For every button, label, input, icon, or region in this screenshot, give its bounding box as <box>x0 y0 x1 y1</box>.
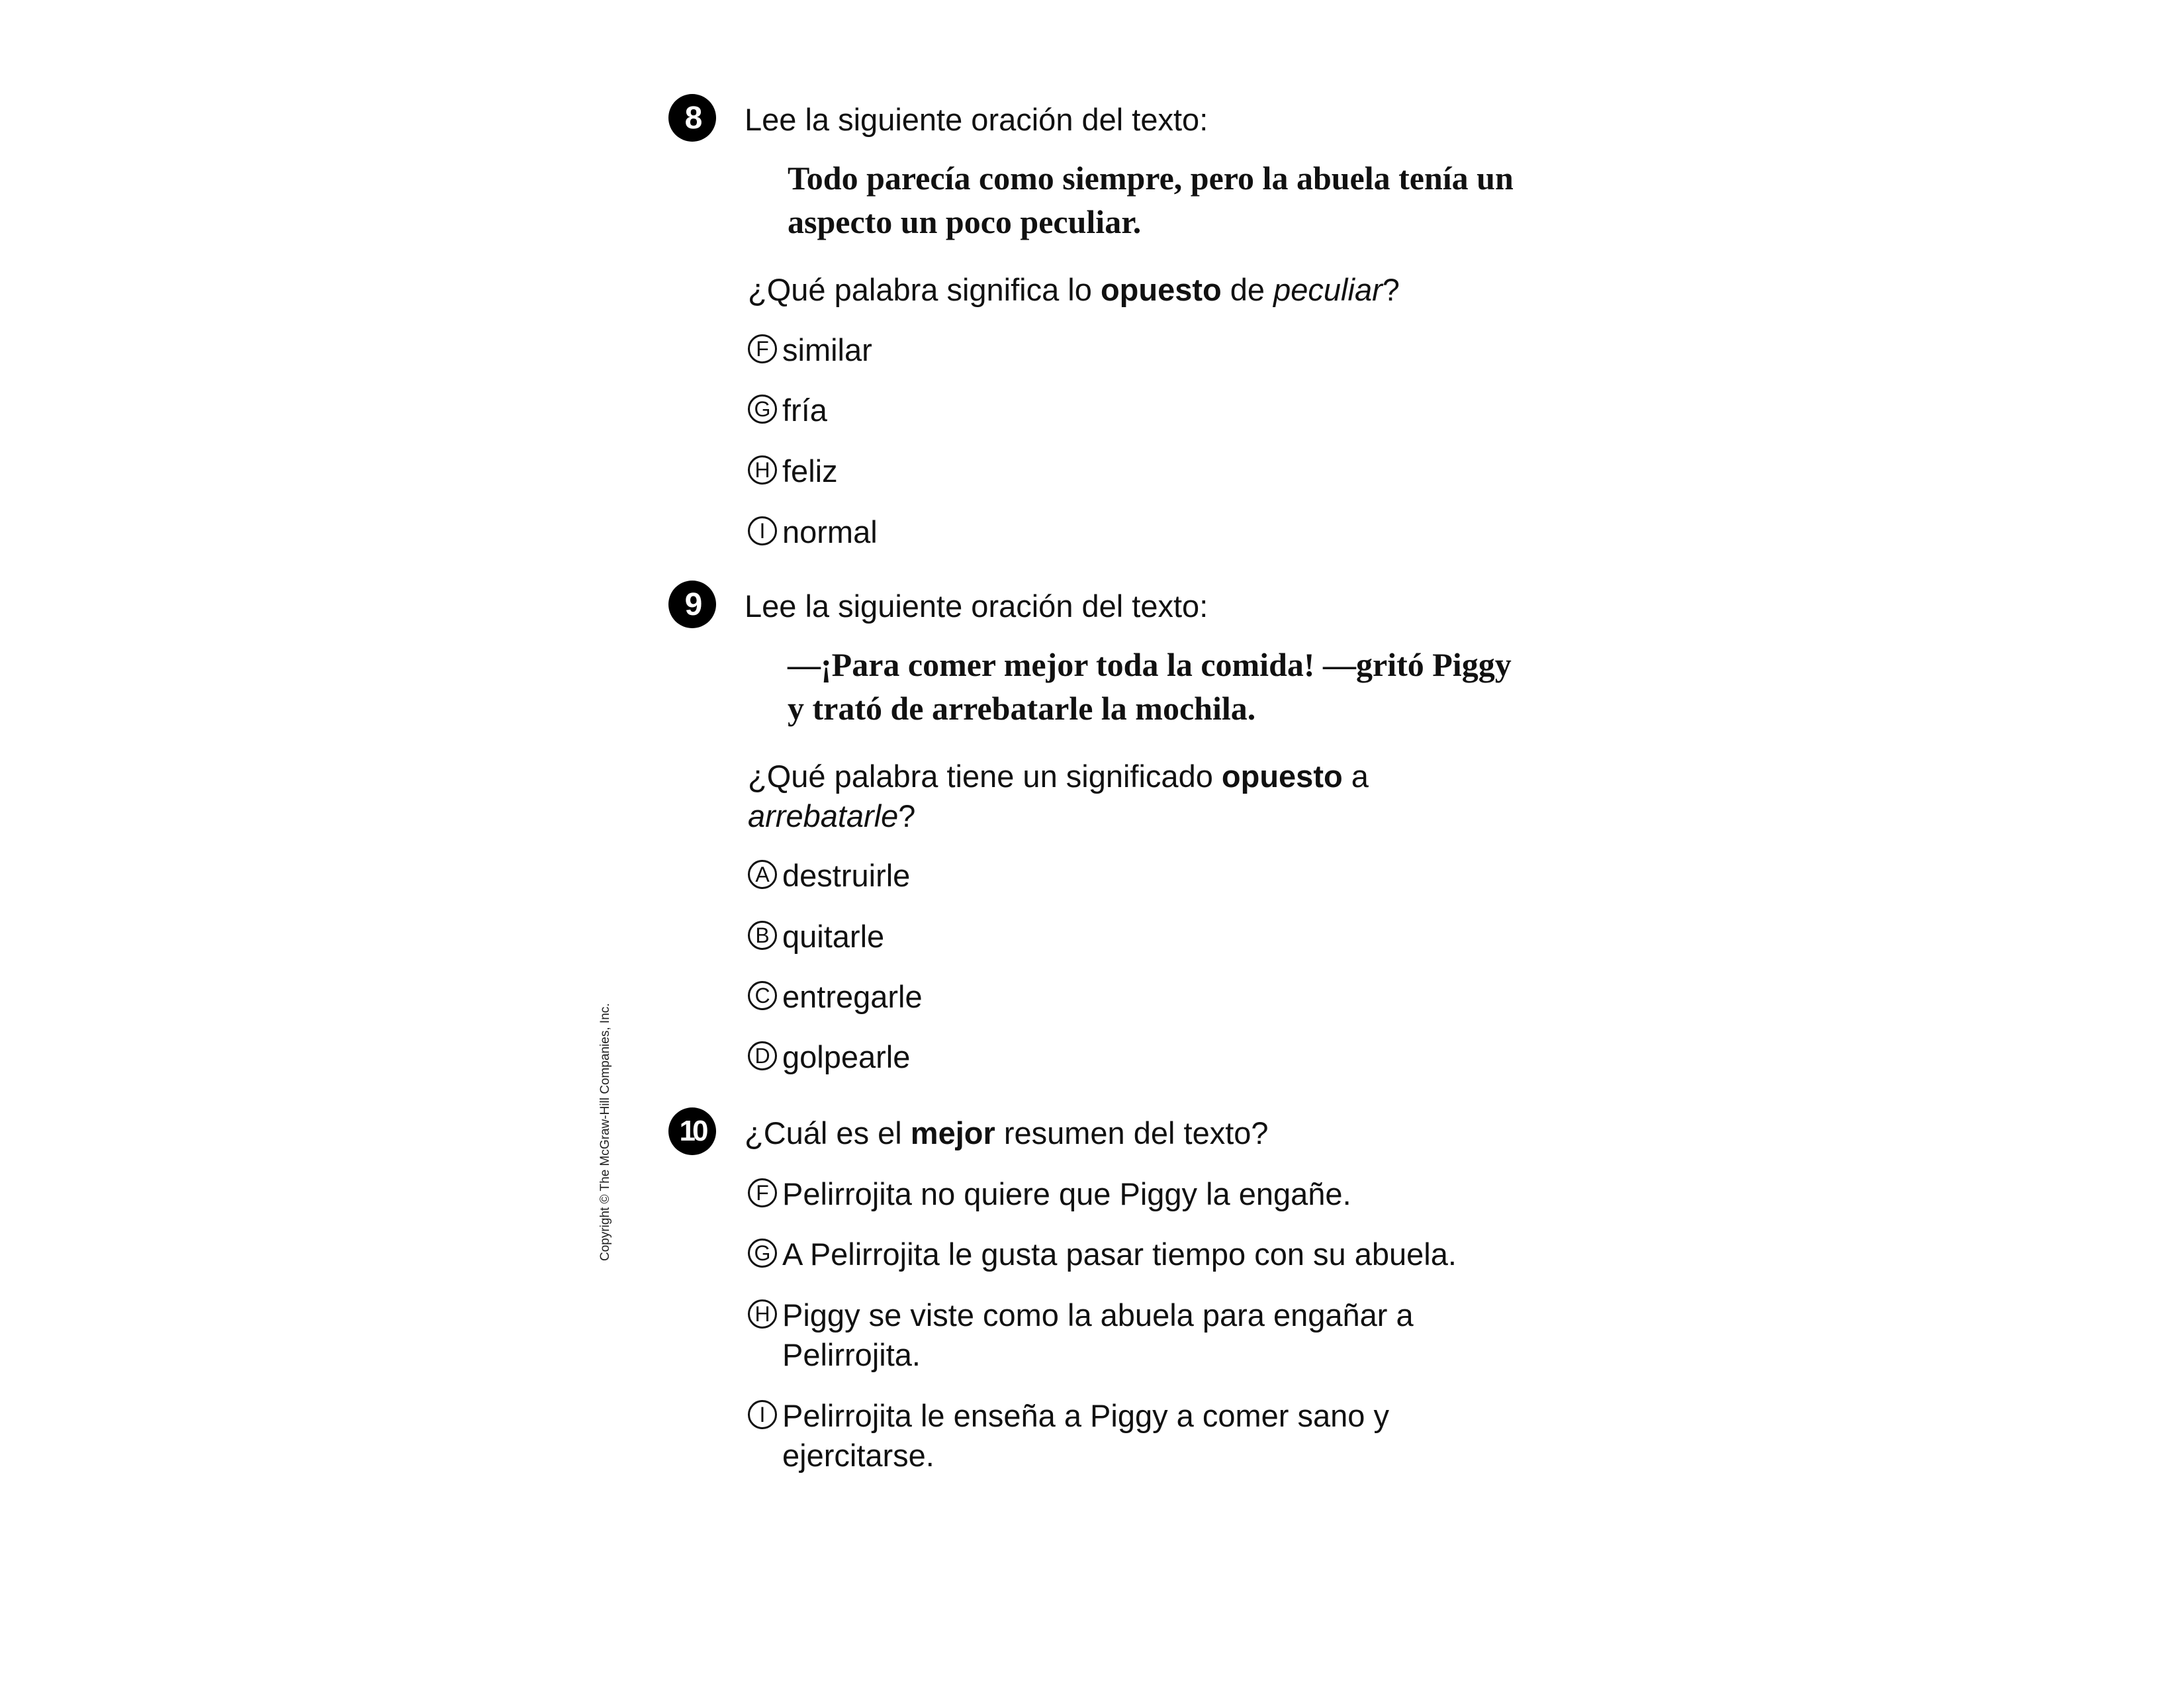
choice-text: golpearle <box>782 1039 911 1074</box>
choice-bubble-icon[interactable]: F <box>748 334 777 363</box>
choice-text: Pelirrojita le enseña a Piggy a comer sano y ejercitarse. <box>782 1398 1389 1473</box>
answer-choice-d[interactable] <box>748 1037 910 1077</box>
choice-text: entregarle <box>782 979 923 1014</box>
question-number: 9 <box>668 581 716 628</box>
question-prompt: Lee la siguiente oración del texto: <box>745 102 1208 137</box>
copyright-notice: Copyright © The McGraw-Hill Companies, Inc. <box>598 1003 612 1261</box>
question-number: 10 <box>668 1107 716 1155</box>
choice-bubble-icon[interactable]: A <box>748 860 777 889</box>
answer-choice-c[interactable] <box>748 977 923 1017</box>
answer-choice-a[interactable] <box>748 856 910 896</box>
question-text: ¿Qué palabra tiene un significado opuesto a arrebatarle? <box>748 759 1369 833</box>
answer-choice-f[interactable] <box>748 330 872 370</box>
answer-choice-h[interactable] <box>748 1295 1484 1375</box>
choice-text: similar <box>782 332 872 367</box>
quoted-sentence: —¡Para comer mejor toda la comida! —gritó Piggy y trató de arrebatarle la mochila. <box>788 646 1512 727</box>
choice-text: Pelirrojita no quiere que Piggy la engañe. <box>782 1176 1351 1211</box>
answer-choice-g[interactable] <box>748 391 827 430</box>
choice-bubble-icon[interactable]: C <box>748 981 777 1010</box>
question-text: ¿Qué palabra significa lo opuesto de peculiar? <box>748 272 1400 307</box>
choice-text: feliz <box>782 453 838 489</box>
choice-text: quitarle <box>782 919 885 954</box>
choice-bubble-icon[interactable]: G <box>748 1239 777 1268</box>
choice-text: normal <box>782 514 878 549</box>
choice-bubble-icon[interactable]: G <box>748 395 777 424</box>
answer-choice-g[interactable] <box>748 1235 1457 1274</box>
choice-bubble-icon[interactable]: I <box>748 516 777 545</box>
question-text: ¿Cuál es el mejor resumen del texto? <box>745 1115 1269 1150</box>
choice-text: A Pelirrojita le gusta pasar tiempo con su abuela. <box>782 1237 1457 1272</box>
answer-choice-h[interactable] <box>748 451 838 491</box>
choice-text: destruirle <box>782 858 911 893</box>
answer-choice-i[interactable] <box>748 1396 1451 1476</box>
quoted-sentence: Todo parecía como siempre, pero la abuela tenía un aspecto un poco peculiar. <box>788 160 1514 240</box>
choice-bubble-icon[interactable]: B <box>748 921 777 950</box>
choice-bubble-icon[interactable]: H <box>748 1299 777 1329</box>
answer-choice-f[interactable] <box>748 1174 1351 1214</box>
answer-choice-b[interactable] <box>748 917 884 957</box>
choice-bubble-icon[interactable]: F <box>748 1178 777 1207</box>
choice-bubble-icon[interactable]: I <box>748 1400 777 1429</box>
answer-choice-i[interactable] <box>748 512 878 552</box>
choice-bubble-icon[interactable]: H <box>748 455 777 485</box>
choice-bubble-icon[interactable]: D <box>748 1041 777 1070</box>
choice-text: fría <box>782 393 827 428</box>
choice-text: Piggy se viste como la abuela para engañar a Pelirrojita. <box>782 1297 1414 1372</box>
question-prompt: Lee la siguiente oración del texto: <box>745 588 1208 624</box>
question-number: 8 <box>668 94 716 142</box>
